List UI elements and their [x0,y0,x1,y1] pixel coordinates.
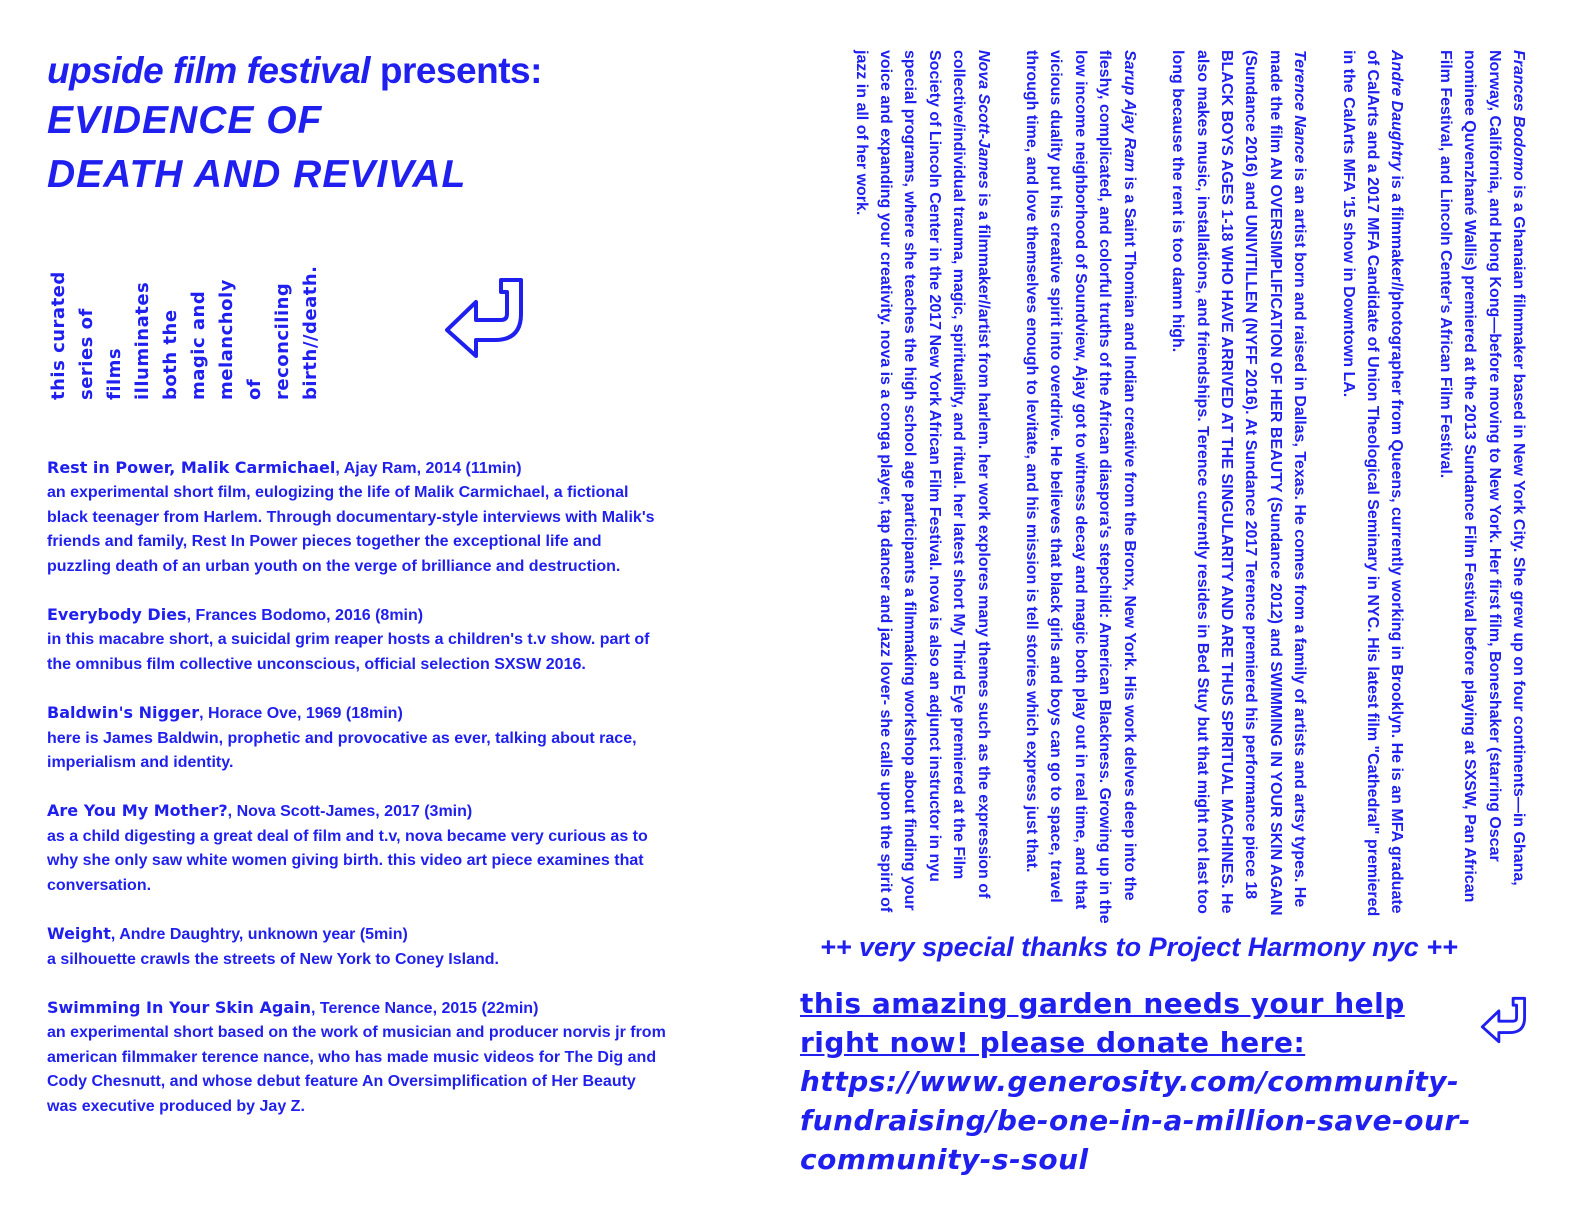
thanks-line: ++ very special thanks to Project Harmony nyc ++ [820,932,1458,962]
film-title: Are You My Mother? [47,801,228,821]
bio-name: Sarup Ajay Ram [1120,50,1138,173]
bio-entry [1432,50,1530,930]
donate-block [800,984,1480,1179]
film-description: an experimental short based on the work of musician and producer norvis jr from american filmmaker terence nance, who has made music videos for The Dig and Cody Chesnutt, and whose debut feature An Oversimplification of Her Beauty was executive produced by Jay Z. [47,1024,666,1115]
bio-name: Terence Nance [1291,50,1309,164]
film-meta: , Horace Ove, 1969 (18min) [199,705,403,723]
tagline-line: both the [160,309,181,400]
tagline-line: magic and [188,290,209,400]
film-description: a silhouette crawls the streets of New York to Coney Island. [47,950,499,968]
tagline-line: this curated [48,271,69,400]
presents-text: presents: [370,50,542,91]
donate-heading: this amazing garden needs your help right now! please donate here: [800,987,1405,1059]
film-description: an experimental short film, eulogizing the life of Malik Carmichael, a fictional black teenager from Harlem. Through documentary-style interviews with Malik's friends and family, Rest In Power pieces together the exceptional life and puzzling death of an urban youth on the verge of brilliance and destruction. [47,484,655,575]
film-title: Swimming In Your Skin Again [47,997,312,1017]
film-entry [47,603,667,677]
bio-entry [848,50,994,930]
bio-name: Andre Daughtry [1388,50,1406,171]
festival-name: upside film festival [47,50,371,91]
film-meta: , Frances Bodomo, 2016 (8min) [186,607,424,625]
tagline-line: series of [76,308,97,400]
bio-text: is a filmmaker//artist from harlem. her work explores many themes such as the expression of collective/individual trauma, magic, spirituality, and ritual. her latest short My Third Eye premiered at the Film Society of Lincoln Center in the 2017 New York African Film Festival. nova is also an adjunct instructor in nyu special programs, where she teaches the high school age participants a filmmaking workshop about finding your voice and expanding your creativity. nova is a conga player, tap dancer and jazz lover- she calls upon the spirit of jazz in all of her work. [852,50,992,913]
film-meta: , Andre Daughtry, unknown year (5min) [110,926,408,944]
film-title: Baldwin's Nigger [47,703,200,723]
bio-text: is a filmmaker//photographer from Queens, currently working in Brooklyn. He is an MFA graduate of CalArts and a 2017 MFA Candidate of Union Theological Seminary in NYC. His latest film "Cathedral" premiered in the CalArts MFA '15 show in Downtown LA. [1339,50,1406,917]
tagline-line: melancholy [216,279,237,400]
film-entry [47,996,667,1119]
bio-entry [1165,50,1311,930]
bio-text: is a Saint Thomian and Indian creative from the Bronx, New York. His work delves deep into the fleshy, complicated, and colorful truths of the African diaspora's stepchild: American Blackness. Growing up in the low income neighborhood of Soundview, Ajay got to witness decay and magic both play out in real time, and that vicious duality put his creative spirit into overdrive. He believes that black girls and boys can go to space, travel through time, and love themselves enough to levitate, and his mission is tell stories which express just that. [1023,50,1138,924]
tagline-line: reconciling [272,282,293,400]
film-entry [47,456,667,579]
film-meta: , Ajay Ram, 2014 (11min) [335,460,522,477]
tagline-line: films [104,347,125,400]
program-title-line2: DEATH AND REVIVAL [47,153,467,196]
bio-name: Frances Bodomo [1510,50,1527,181]
tagline-line: birth//death. [300,265,321,400]
film-list [47,456,667,1143]
tagline [45,140,325,400]
film-description: as a child digesting a great deal of film and t.v, nova became very curious as to why she only saw white women giving birth. this video art piece examines that conversation. [47,827,648,894]
bio-text: is an artist born and raised in Dallas, Texas. He comes from a family of artists and artsy types. He made the film AN OVERSIMPLIFICATION OF HER BEAUTY (Sundance 2012) and SWIMMING IN YOUR SKIN AGAIN (Sundance 2016) and UNIVITILLEN (NYFF 2016). At Sundance 2017 Terence premiered his performance piece 18 BLACK BOYS AGES 1-18 WHO HAVE ARRIVED AT THE SINGULARITY AND ARE THUS SPIRITUAL MACHINES. He also makes music, installations, and friendships. Terence currently resides in Bed Stuy but that might not last too long because the rent is too damn high. [1169,50,1309,916]
film-entry [47,701,667,775]
bio-text: is a Ghanaian filmmaker based in New York City. She grew up on four continents—in Ghana, Norway, California, and Hong Kong—before moving to New York. Her first film, Boneshaker (starring Oscar nominee Quvenzhané Wallis) premiered at the 2013 Sundance Film Festival before playing at SXSW, Pan African Film Festival, and Lincoln Center's African Film Festival. [1436,50,1527,903]
film-entry [47,922,667,972]
return-arrow-icon [443,276,527,365]
film-meta: , Terence Nance, 2015 (22min) [311,999,539,1017]
film-title: Rest in Power, Malik Carmichael [47,458,336,477]
bio-name: Nova Scott-James [974,50,992,189]
bio-entry [1335,50,1408,930]
film-description: in this macabre short, a suicidal grim reaper hosts a children's t.v show. part of the omnibus film collective unconscious, official selection SXSW 2016. [47,631,650,673]
film-title: Everybody Dies [47,605,187,625]
tagline-line: illuminates [132,281,153,400]
donate-link[interactable]: https://www.generosity.com/community-fundraising/be-one-in-a-million-save-our-community-s-soul [800,1065,1471,1176]
bio-entry [1019,50,1141,930]
tagline-line: of [244,378,265,400]
bios-column [824,50,1530,930]
program-title-line1: EVIDENCE OF [47,99,323,142]
film-title: Weight [47,924,111,944]
film-entry [47,799,667,898]
return-arrow-icon [1480,996,1528,1049]
film-description: here is James Baldwin, prophetic and provocative as ever, talking about race, imperialism and identity. [47,729,637,772]
film-meta: , Nova Scott-James, 2017 (3min) [227,803,473,821]
